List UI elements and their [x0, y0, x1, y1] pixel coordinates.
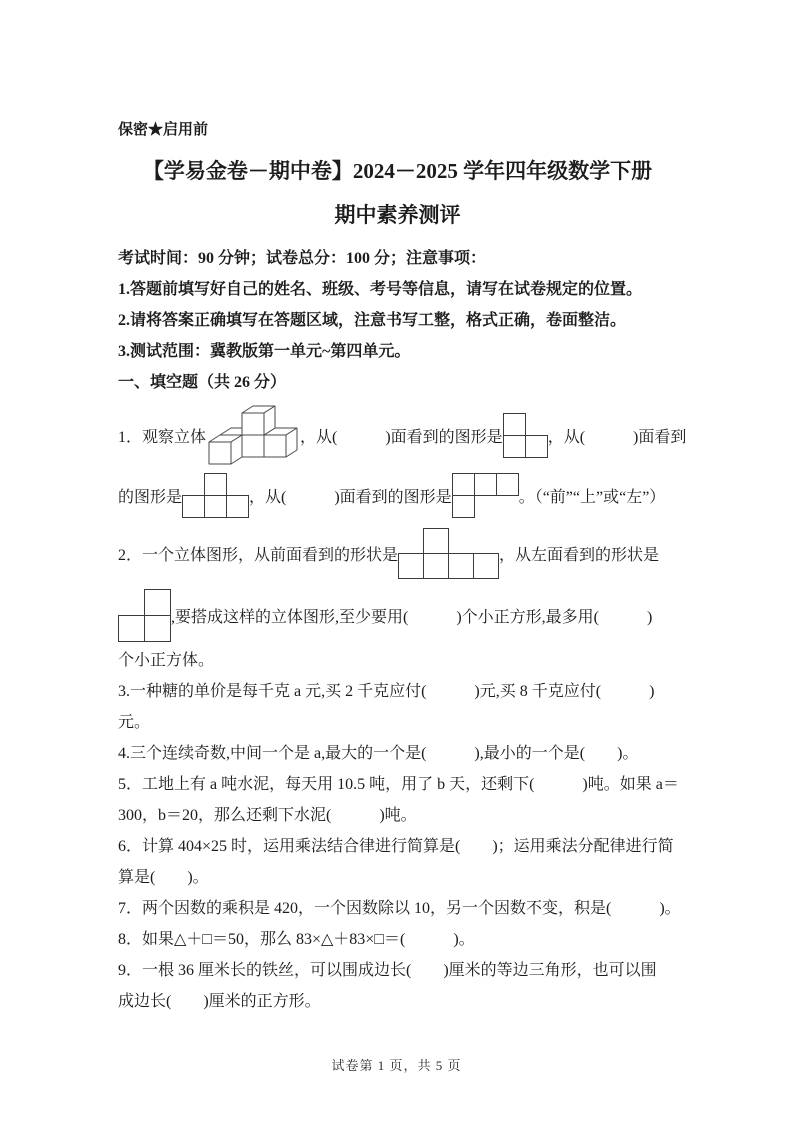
question-2-line-1 [118, 525, 677, 581]
grid-cell [452, 473, 475, 496]
grid-cell [423, 528, 449, 554]
question-9-line-1: 9．一根 36 厘米长的铁丝，可以围成边长( )厘米的等边三角形，也可以围 [118, 962, 657, 979]
view-shape-a-figure [503, 413, 548, 458]
exam-title-line2: 期中素养测评 [334, 203, 461, 227]
notice-item-1: 1.答题前填写好自己的姓名、班级、考号等信息，请写在试卷规定的位置。 [118, 281, 643, 298]
question-6-line-2: 算是( )。 [118, 869, 209, 886]
front-view-shape-figure [398, 528, 499, 579]
grid-cell [452, 495, 475, 518]
exam-info: 考试时间：90 分钟；试卷总分：100 分；注意事项： [118, 250, 487, 267]
question-9-line-2: 成边长( )厘米的正方形。 [118, 993, 321, 1010]
question-4-line-1: 4.三个连续奇数,中间一个是 a,最大的一个是( ),最小的一个是( )。 [118, 745, 639, 762]
grid-cell [182, 495, 205, 518]
grid-cell [474, 473, 497, 496]
grid-cell [144, 589, 171, 616]
question-3-line-2: 元。 [118, 714, 151, 731]
question-text-segment: ，从( )面看到的图形是 [249, 488, 452, 506]
grid-cell [226, 495, 249, 518]
question-text-segment: 2．一个立体图形，从前面看到的形状是 [118, 546, 399, 564]
question-7-line-1: 7．两个因数的乘积是 420，一个因数除以 10，另一个因数不变，积是( )。 [118, 900, 681, 917]
notice-item-3: 3.测试范围：冀教版第一单元~第四单元。 [118, 343, 411, 360]
question-text-segment: ,要搭成这样的立体图形,至少要用( )个小正方形,最多用( ) [171, 608, 653, 626]
section-title-fill-in: 一、填空题（共 26 分） [118, 374, 287, 391]
question-8-line-1: 8．如果△＋□＝50，那么 83×△＋83×□＝( )。 [118, 931, 475, 948]
grid-cell [423, 553, 449, 579]
grid-cell [398, 553, 424, 579]
page-footer: 试卷第 1 页，共 5 页 [331, 1058, 462, 1073]
question-text-segment: 的图形是 [118, 488, 183, 506]
question-text-segment: ，从左面看到的形状是 [499, 546, 660, 564]
view-shape-b-figure [182, 473, 249, 518]
question-text-segment: ，从( )面看到的图形是 [300, 428, 503, 446]
view-shape-c-figure [452, 473, 519, 518]
grid-cell [144, 615, 171, 642]
question-6-line-1: 6．计算 404×25 时，运用乘法结合律进行简算是( )；运用乘法分配律进行简 [118, 838, 674, 855]
question-2-line-2 [118, 585, 677, 645]
question-text-segment: 。（“前”“上”或“左”） [518, 488, 666, 506]
exam-title-line1: 【学易金卷－期中卷】2024－2025 学年四年级数学下册 [142, 159, 653, 183]
left-view-shape-figure [118, 589, 171, 642]
grid-cell [525, 435, 548, 458]
grid-cell [118, 615, 145, 642]
question-2-line-3: 个小正方体。 [118, 652, 215, 669]
notice-item-2: 2.请将答案正确填写在答题区域，注意书写工整，格式正确，卷面整洁。 [118, 312, 627, 329]
grid-cell [448, 553, 474, 579]
grid-cell [503, 435, 526, 458]
security-notice: 保密★启用前 [118, 122, 209, 138]
question-1-line-2 [118, 469, 677, 521]
cube-stack-figure [208, 405, 298, 466]
grid-cell [204, 495, 227, 518]
grid-cell [204, 473, 227, 496]
question-3-line-1: 3.一种糖的单价是每千克 a 元,买 2 千克应付( )元,买 8 千克应付( ) [118, 683, 655, 700]
question-text-segment: ，从( )面看到 [547, 428, 687, 446]
question-1-line-1 [118, 403, 687, 467]
grid-cell [503, 413, 526, 436]
grid-cell [496, 473, 519, 496]
question-5-line-1: 5．工地上有 a 吨水泥，每天用 10.5 吨，用了 b 天，还剩下( )吨。如果 a＝ [118, 776, 679, 793]
question-5-line-2: 300，b＝20，那么还剩下水泥( )吨。 [118, 807, 417, 824]
grid-cell [473, 553, 499, 579]
question-text-segment: 1．观察立体 [118, 428, 207, 446]
